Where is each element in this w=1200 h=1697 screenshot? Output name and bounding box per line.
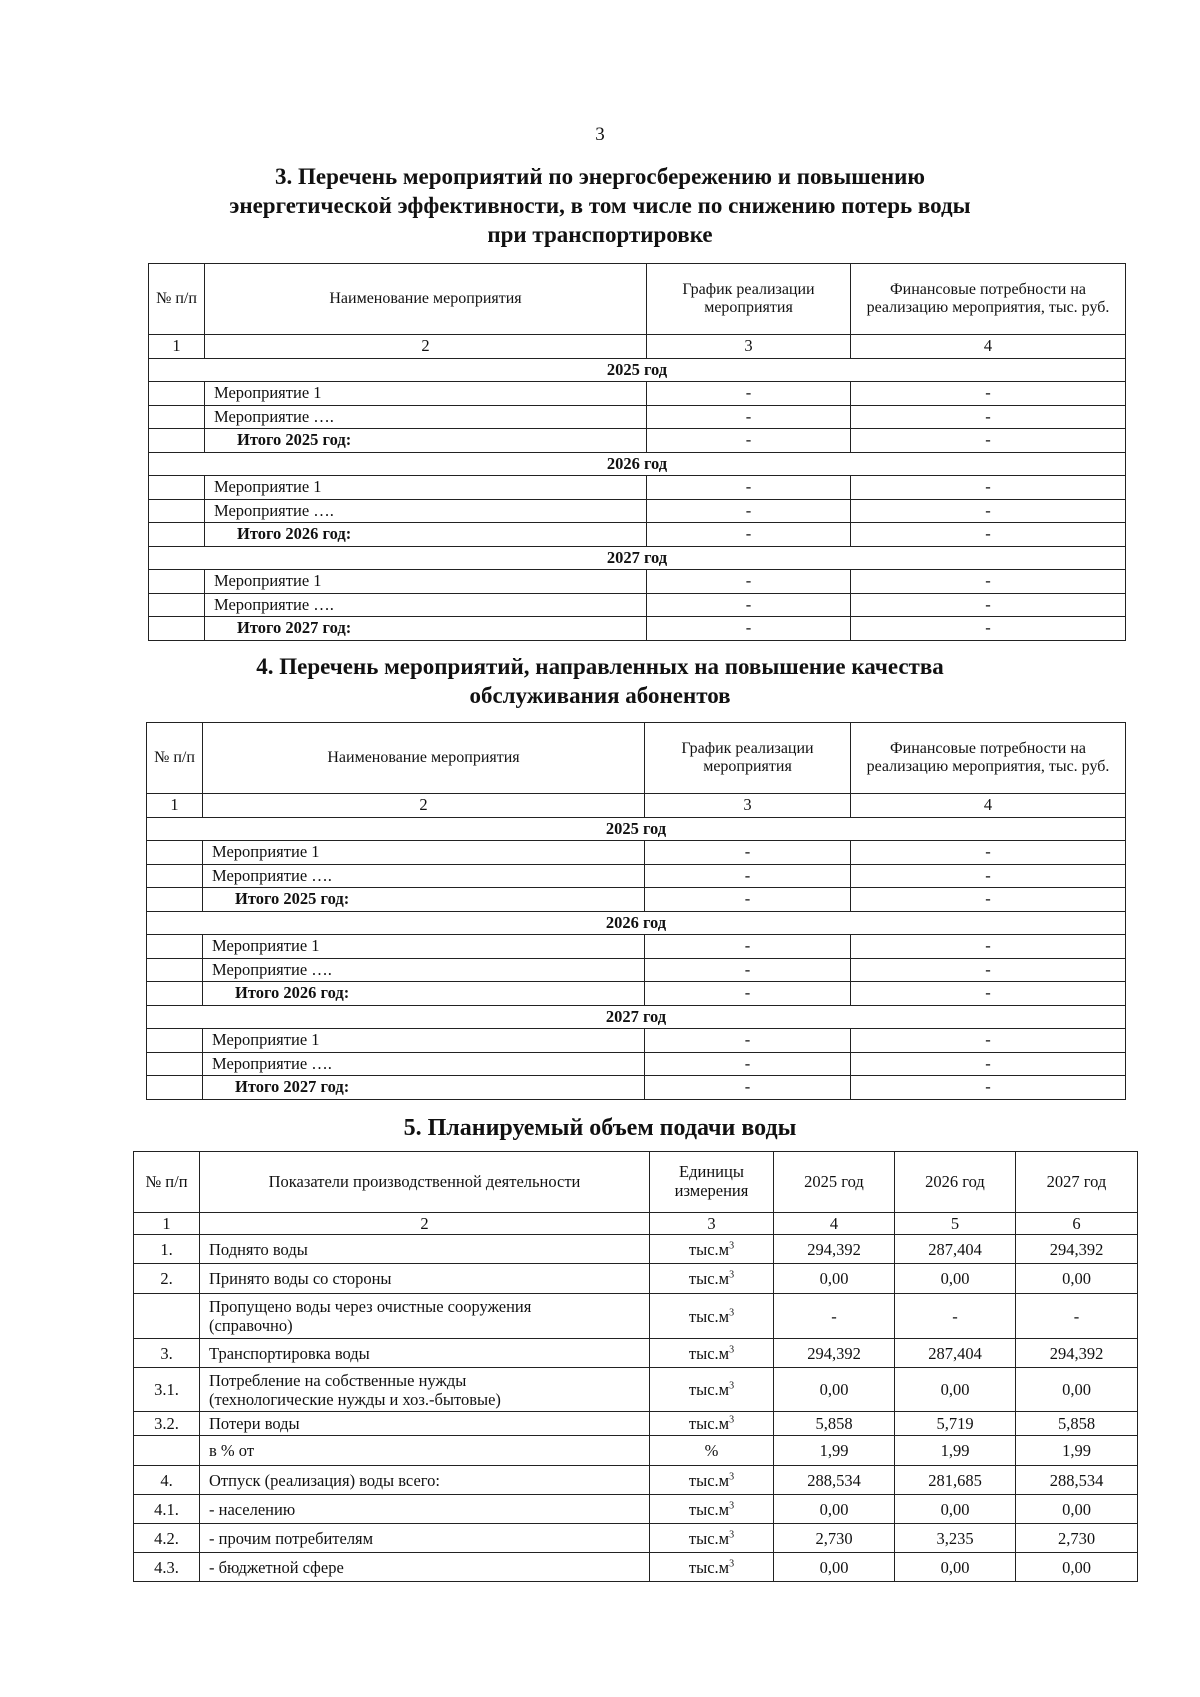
table-row [134,1524,1138,1553]
indicator-name [200,1368,650,1412]
header-unit: Единицы измерения [650,1152,774,1213]
unit-value [650,1412,774,1436]
total-label: Итого 2027 год: [205,617,647,641]
measure-name: Мероприятие 1 [203,841,645,865]
value-2027: 294,392 [1016,1339,1138,1368]
indicator-name-line: Пропущено воды через очистные сооружения [209,1297,532,1316]
unit-base: тыс.м [688,1499,730,1519]
table-row [134,1553,1138,1582]
schedule-value: - [645,1052,851,1076]
indicator-name-line: - прочим потребителям [209,1528,374,1548]
table-row [147,841,1126,865]
unit-base: тыс.м [688,1470,730,1490]
unit-exponent: 3 [729,1558,735,1569]
indicator-name [200,1436,650,1466]
indicator-name [200,1495,650,1524]
schedule-value: - [647,476,851,500]
schedule-value: - [645,864,851,888]
value-2026: 281,685 [895,1466,1016,1495]
row-number: 4.3. [134,1553,200,1582]
table-row [134,1339,1138,1368]
year-row [147,1005,1126,1029]
table-row [134,1368,1138,1412]
table-row [149,382,1126,406]
value-2025: 0,00 [774,1553,895,1582]
value-2027: 0,00 [1016,1368,1138,1412]
value-2026: 0,00 [895,1495,1016,1524]
table-row [147,864,1126,888]
measure-name: Мероприятие 1 [205,382,647,406]
table-header-row [134,1152,1138,1213]
indicator-name [200,1339,650,1368]
schedule-value: - [645,841,851,865]
value-2025: 5,858 [774,1412,895,1436]
measure-name: Мероприятие …. [203,1052,645,1076]
schedule-value: - [645,958,851,982]
header-2026: 2026 год [895,1152,1016,1213]
finance-value: - [851,982,1126,1006]
finance-value: - [851,405,1126,429]
year-label: 2026 год [149,452,1126,476]
header-name: Наименование мероприятия [203,723,645,794]
indicator-name-line: Потребление на собственные нужды [209,1370,467,1390]
finance-value: - [851,888,1126,912]
table-row [134,1294,1138,1339]
column-number: 6 [1016,1213,1138,1235]
finance-value: - [851,382,1126,406]
unit-exponent: 3 [729,1414,735,1426]
value-2027: 294,392 [1016,1235,1138,1264]
finance-value: - [851,429,1126,453]
header-num: № п/п [149,264,205,335]
unit-exponent: 3 [729,1269,735,1281]
year-label: 2025 год [149,358,1126,382]
table-row [134,1466,1138,1495]
section-3-title-line: при транспортировке [487,222,713,248]
column-number: 4 [851,335,1126,359]
measure-name: Мероприятие …. [205,405,647,429]
table-header-row [149,264,1126,335]
schedule-value: - [647,593,851,617]
unit-exponent: 3 [729,1529,735,1540]
row-number: 1. [134,1235,200,1264]
finance-value: - [851,499,1126,523]
unit-exponent: 3 [729,1471,735,1482]
schedule-value: - [645,982,851,1006]
total-label: Итого 2026 год: [203,982,645,1006]
table-row [149,570,1126,594]
row-number: 3. [134,1339,200,1368]
row-number [134,1436,200,1466]
year-label: 2026 год [147,911,1126,935]
section-3-title-line: энергетической эффективности, в том числе по снижению потерь воды [229,193,971,219]
column-number-row [134,1213,1138,1235]
value-2027: 0,00 [1016,1264,1138,1294]
unit-exponent: 3 [729,1380,735,1392]
header-finance: Финансовые потребности на реализацию мероприятия, тыс. руб. [851,723,1126,794]
column-number: 1 [149,335,205,359]
value-2026: - [895,1294,1016,1339]
table-row [147,1052,1126,1076]
column-number: 1 [134,1213,200,1235]
total-label: Итого 2025 год: [205,429,647,453]
section-3-title [0,162,1200,250]
unit-base: тыс.м [688,1528,730,1548]
table-row [134,1495,1138,1524]
row-number: 3.2. [134,1412,200,1436]
table-row [149,476,1126,500]
schedule-value: - [647,382,851,406]
value-2027: - [1016,1294,1138,1339]
header-schedule: График реализации мероприятия [645,723,851,794]
page-number: 3 [595,124,605,145]
row-number: 3.1. [134,1368,200,1412]
schedule-value: - [647,617,851,641]
indicator-name-line: Отпуск (реализация) воды всего: [209,1470,440,1490]
column-number: 3 [650,1213,774,1235]
year-row [149,546,1126,570]
column-number-row [147,794,1126,818]
measure-name: Мероприятие …. [203,864,645,888]
total-row [149,429,1126,453]
total-row [147,1076,1126,1100]
unit-value [650,1235,774,1264]
total-row [147,982,1126,1006]
column-number: 5 [895,1213,1016,1235]
volume-table-body [134,1235,1138,1582]
schedule-value: - [645,935,851,959]
finance-value: - [851,570,1126,594]
indicator-name-line: - бюджетной сфере [209,1557,344,1577]
measure-name: Мероприятие …. [203,958,645,982]
table-row [134,1264,1138,1294]
header-2027: 2027 год [1016,1152,1138,1213]
table-row [147,935,1126,959]
measure-name: Мероприятие …. [205,593,647,617]
indicator-name-line: Транспортировка воды [209,1343,370,1363]
unit-base: тыс.м [688,1269,730,1288]
column-number: 4 [851,794,1126,818]
header-indicator: Показатели производственной деятельности [200,1152,650,1213]
water-supply-volume-table [133,1151,1138,1582]
unit-exponent: 3 [729,1307,735,1318]
value-2027: 0,00 [1016,1553,1138,1582]
table-row [134,1412,1138,1436]
row-number: 2. [134,1264,200,1294]
section-4-title [0,652,1200,710]
header-num: № п/п [147,723,203,794]
table-row [149,593,1126,617]
measure-name: Мероприятие 1 [205,476,647,500]
schedule-value: - [647,570,851,594]
year-row [147,911,1126,935]
indicator-name [200,1553,650,1582]
year-label: 2025 год [147,817,1126,841]
service-quality-measures-table [146,722,1126,1100]
total-row [149,617,1126,641]
year-label: 2027 год [149,546,1126,570]
table-row [147,958,1126,982]
measure-name: Мероприятие 1 [203,1029,645,1053]
unit-value: % [650,1436,774,1466]
unit-base: тыс.м [688,1306,730,1326]
indicator-name [200,1294,650,1339]
year-row [147,817,1126,841]
energy-saving-measures-table [148,263,1126,641]
column-number: 3 [645,794,851,818]
header-schedule: График реализации мероприятия [647,264,851,335]
table-row [134,1436,1138,1466]
unit-base: тыс.м [688,1414,730,1433]
indicator-name [200,1466,650,1495]
row-number: 4.1. [134,1495,200,1524]
indicator-name [200,1412,650,1436]
total-row [149,523,1126,547]
column-number: 2 [205,335,647,359]
schedule-value: - [645,1076,851,1100]
unit-exponent: 3 [729,1344,735,1355]
column-number: 2 [203,794,645,818]
indicator-name-line: Принято воды со стороны [209,1269,392,1288]
year-row [149,358,1126,382]
value-2027: 1,99 [1016,1436,1138,1466]
unit-exponent: 3 [729,1240,735,1251]
measure-name: Мероприятие 1 [205,570,647,594]
value-2025: 1,99 [774,1436,895,1466]
column-number: 3 [647,335,851,359]
column-number: 1 [147,794,203,818]
value-2025: 0,00 [774,1495,895,1524]
finance-value: - [851,958,1126,982]
value-2026: 287,404 [895,1339,1016,1368]
total-label: Итого 2026 год: [205,523,647,547]
table-row [149,405,1126,429]
schedule-value: - [647,405,851,429]
finance-value: - [851,523,1126,547]
measure-name: Мероприятие …. [205,499,647,523]
row-number: 4.2. [134,1524,200,1553]
finance-value: - [851,1052,1126,1076]
header-num: № п/п [134,1152,200,1213]
value-2025: 294,392 [774,1235,895,1264]
unit-value [650,1339,774,1368]
column-number-row [149,335,1126,359]
indicator-name [200,1235,650,1264]
unit-base: тыс.м [688,1557,730,1577]
value-2026: 287,404 [895,1235,1016,1264]
value-2025: 0,00 [774,1264,895,1294]
total-row [147,888,1126,912]
header-2025: 2025 год [774,1152,895,1213]
value-2025: 0,00 [774,1368,895,1412]
column-number: 2 [200,1213,650,1235]
finance-value: - [851,476,1126,500]
indicator-name-line: Потери воды [209,1414,300,1433]
section-4-title-line: 4. Перечень мероприятий, направленных на повышение качества [256,654,944,679]
indicator-name-line: в % от [209,1441,255,1460]
schedule-value: - [647,499,851,523]
value-2027: 2,730 [1016,1524,1138,1553]
table-row [147,1029,1126,1053]
value-2026: 0,00 [895,1368,1016,1412]
value-2027: 288,534 [1016,1466,1138,1495]
schedule-value: - [645,1029,851,1053]
finance-value: - [851,1076,1126,1100]
table-row [134,1235,1138,1264]
finance-value: - [851,935,1126,959]
indicator-name [200,1264,650,1294]
section-3-title-line: 3. Перечень мероприятий по энергосбережению и повышению [275,164,925,189]
unit-value [650,1264,774,1294]
unit-value [650,1368,774,1412]
finance-value: - [851,617,1126,641]
value-2025: - [774,1294,895,1339]
value-2026: 3,235 [895,1524,1016,1553]
unit-value [650,1524,774,1553]
schedule-value: - [647,523,851,547]
value-2025: 288,534 [774,1466,895,1495]
schedule-value: - [645,888,851,912]
value-2026: 5,719 [895,1412,1016,1436]
unit-value [650,1495,774,1524]
year-row [149,452,1126,476]
unit-value [650,1466,774,1495]
unit-value [650,1553,774,1582]
finance-value: - [851,841,1126,865]
total-label: Итого 2025 год: [203,888,645,912]
year-label: 2027 год [147,1005,1126,1029]
unit-base: тыс.м [688,1239,730,1259]
finance-value: - [851,1029,1126,1053]
measure-name: Мероприятие 1 [203,935,645,959]
value-2027: 0,00 [1016,1495,1138,1524]
table-header-row [147,723,1126,794]
value-2026: 1,99 [895,1436,1016,1466]
finance-value: - [851,864,1126,888]
value-2025: 2,730 [774,1524,895,1553]
indicator-name-line: Поднято воды [209,1239,308,1259]
unit-base: тыс.м [688,1380,730,1399]
indicator-name-line: (справочно) [209,1316,293,1335]
row-number [134,1294,200,1339]
schedule-value: - [647,429,851,453]
finance-value: - [851,593,1126,617]
value-2026: 0,00 [895,1264,1016,1294]
value-2027: 5,858 [1016,1412,1138,1436]
header-name: Наименование мероприятия [205,264,647,335]
value-2026: 0,00 [895,1553,1016,1582]
column-number: 4 [774,1213,895,1235]
indicator-name-line: (технологические нужды и хоз.-бытовые) [209,1389,501,1409]
table-row [149,499,1126,523]
total-label: Итого 2027 год: [203,1076,645,1100]
value-2025: 294,392 [774,1339,895,1368]
unit-exponent: 3 [729,1500,735,1511]
header-finance: Финансовые потребности на реализацию мероприятия, тыс. руб. [851,264,1126,335]
section-4-title-line: обслуживания абонентов [469,683,731,709]
indicator-name-line: - населению [209,1499,296,1519]
section-5-title: 5. Планируемый объем подачи воды [403,1115,797,1141]
unit-value [650,1294,774,1339]
indicator-name [200,1524,650,1553]
unit-base: тыс.м [688,1343,730,1363]
row-number: 4. [134,1466,200,1495]
